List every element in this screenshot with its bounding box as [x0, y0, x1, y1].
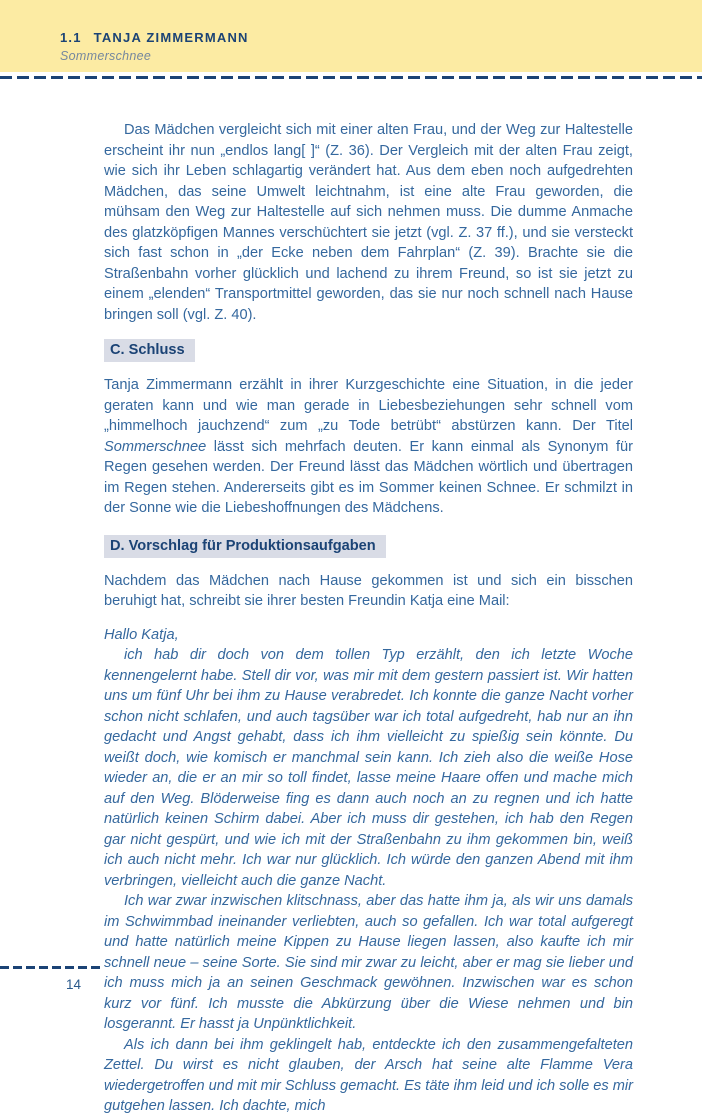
section-d-intro: Nachdem das Mädchen nach Hause gekommen ist und sich ein bisschen beruhigt hat, schreibt sie ihrer besten Freundin Katja eine Mail: — [104, 572, 633, 609]
section-d-heading-row — [104, 521, 633, 558]
chapter-author: TANJA ZIMMERMANN — [93, 30, 249, 45]
chapter-number: 1.1 — [60, 30, 82, 45]
mail-letter — [104, 625, 633, 1117]
section-d-heading: D. Vorschlag für Produktionsaufgaben — [104, 535, 386, 558]
section-c-heading: C. Schluss — [104, 339, 195, 362]
section-c-paragraph — [104, 375, 633, 519]
footer-dashed-rule — [0, 966, 100, 969]
letter-paragraph-3: Als ich dann bei ihm geklingelt hab, entdeckte ich den zusammengefalteten Zettel. Du wirst es nicht glauben, der Arsch hat seine alte Flamme Vera wiedergetroffen und mit mir Schluss gemacht. Es täte ihm leid und ich solle es mir gutgehen lassen. Ich dachte, mich — [104, 1036, 633, 1114]
section-c-text-after: lässt sich mehrfach deuten. Er kann einmal als Synonym für Regen gesehen werden. Der Freund lässt das Mädchen wörtlich und übertragen im Regen stehen. Andererseits gibt es im Sommer keinen Schnee. Er schmilzt in der Sonne wie die Liebeshoffnungen des Mädchens. — [104, 438, 633, 516]
letter-paragraph-1: ich hab dir doch von dem tollen Typ erzählt, den ich letzte Woche kennengelernt habe. Stell dir vor, was mir mit dem gestern passiert ist. Wir hatten uns um fünf Uhr bei ihm zu Hause verabredet. Ich konnte die ganze Nacht vorher schon nicht schlafen, und auch tagsüber war ich total aufgedreht, hab nur an ihn gedacht und Angst gehabt, dass ich ihm vielleicht zu spießig sein könnte. Du weißt doch, wie komisch er manchmal sein kann. Ich zieh also die weiße Hose wieder an, die er an mir so toll findet, lasse meine Haare offen und mache mich auf den Weg. Blöderweise fing es dann auch noch an zu regnen und ich hatte natürlich keinen Schirm dabei. Aber ich muss dir gestehen, ich hab den Regen gar nicht gespürt, und wie ich mit der Straßenbahn zu ihm gekommen bin, weiß ich auch nicht mehr. Ich war nur glücklich. Ich würde den ganzen Abend mit ihm verbringen, vielleicht auch die ganze Nacht. — [104, 647, 633, 889]
chapter-header-band — [0, 0, 702, 72]
work-title: Sommerschnee — [60, 49, 152, 63]
letter-salutation: Hallo Katja, — [104, 626, 179, 643]
page-number: 14 — [66, 977, 82, 992]
letter-paragraph-2: Ich war zwar inzwischen klitschnass, aber das hatte ihm ja, als wir uns damals im Schwimmbad ineinander verliebten, auch so gefallen. Ich war total aufgeregt und hatte natürlich meine Kippen zu Hause liegen lassen, also kaufte ich mir schnell neue – seine Sorte. Sie sind mir zwar zu leicht, aber er mag sie lieber und ich muss mich ja an seinen Geschmack gewöhnen. Inzwischen war es schon kurz vor fünf. Ich musste die Abkürzung über die Wiese nehmen und bin losgerannt. Er hasst ja Unpünktlichkeit. — [104, 893, 633, 1032]
chapter-title — [60, 30, 702, 45]
section-c-text-before: Tanja Zimmermann erzählt in ihrer Kurzgeschichte eine Situation, in die jeder geraten kann und wie man gerade in Liebesbeziehungen sehr schnell vom „himmelhoch jauchzend“ zum „zu Tode betrübt“ abstürzen kann. Der Titel — [104, 377, 633, 434]
analysis-paragraph: Das Mädchen vergleicht sich mit einer alten Frau, und der Weg zur Haltestelle erscheint ihr nun „endlos lang[ ]“ (Z. 36). Der Vergleich mit der alten Frau zeigt, wie sich ihr Leben schlagartig verändert hat. Aus dem eben noch aufgedrehten Mädchen, das seine Umwelt leichtnahm, ist eine alte Frau geworden, die mühsam den Weg zur Haltestelle auf sich nehmen muss. Die dumme Anmache des glatzköpfigen Mannes verschüchtert sie jetzt (vgl. Z. 37 ff.), und sie versteckt sich fast schon in „der Ecke neben dem Fahrplan“ (Z. 39). Brachte sie die Straßenbahn vorher glücklich und lachend zu ihrem Freund, so ist sie jetzt zu einem „elenden“ Transportmittel geworden, das sie nur noch schnell nach Hause bringen soll (vgl. Z. 40). — [104, 122, 633, 323]
section-c-heading-row — [104, 325, 633, 362]
header-dashed-rule — [0, 76, 702, 79]
page-body — [104, 120, 633, 1117]
section-c-title-mention: Sommerschnee — [104, 438, 207, 455]
